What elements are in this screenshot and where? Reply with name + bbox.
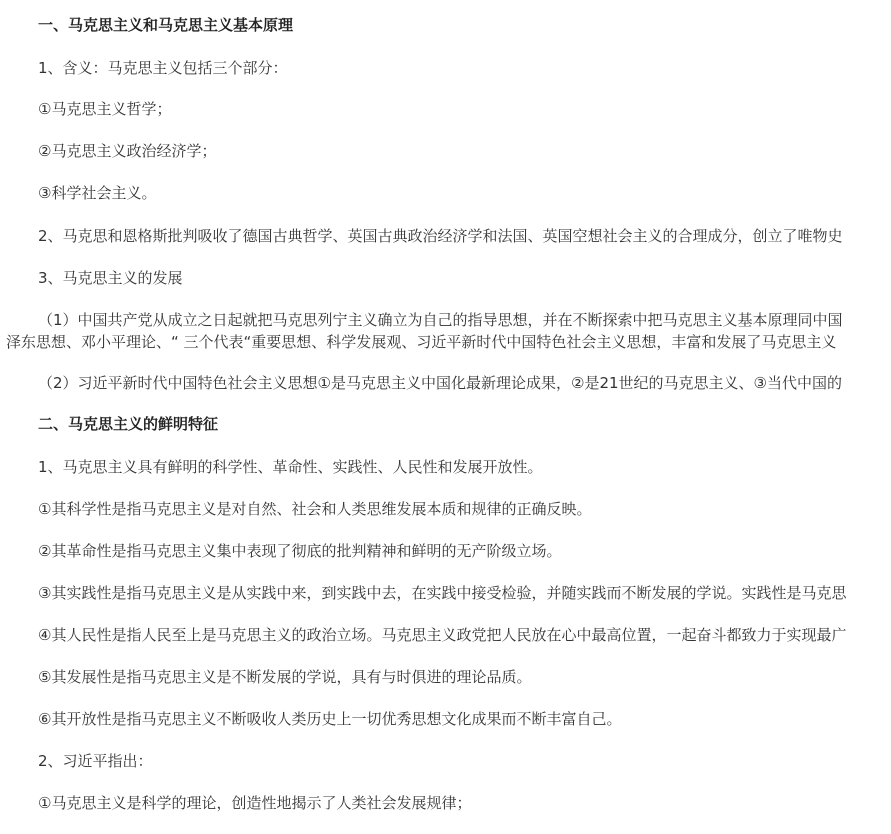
paragraph: 2、马克思和恩格斯批判吸收了德国古典哲学、英国古典政治经济学和法国、英国空想社会主义的合理成分，创立了唯物史 [38, 227, 843, 245]
paragraph: 2、习近平指出： [38, 752, 153, 770]
list-item: ②其革命性是指马克思主义集中表现了彻底的批判精神和鲜明的无产阶级立场。 [38, 542, 562, 560]
list-item: ②马克思主义政治经济学； [38, 142, 217, 160]
list-item: ③其实践性是指马克思主义是从实践中来，到实践中去，在实践中接受检验，并随实践而不断发展的学说。实践性是马克思 [38, 584, 847, 602]
list-item: ③科学社会主义。 [38, 184, 157, 202]
paragraph: （2）习近平新时代中国特色社会主义思想①是马克思主义中国化最新理论成果，②是21世纪的马克思主义、③当代中国的 [38, 374, 842, 392]
paragraph: 1、含义：马克思主义包括三个部分： [38, 59, 288, 77]
paragraph-continuation: 泽东思想、邓小平理论、“ 三个代表“重要思想、科学发展观、习近平新时代中国特色社会主义思想，丰富和发展了马克思主义 [6, 333, 837, 351]
list-item: ⑥其开放性是指马克思主义不断吸收人类历史上一切优秀思想文化成果而不断丰富自己。 [38, 710, 622, 728]
list-item: ①其科学性是指马克思主义是对自然、社会和人类思维发展本质和规律的正确反映。 [38, 500, 592, 518]
paragraph: 1、马克思主义具有鲜明的科学性、革命性、实践性、人民性和发展开放性。 [38, 458, 543, 476]
paragraph: 3、马克思主义的发展 [38, 269, 183, 287]
list-item: ⑤其发展性是指马克思主义是不断发展的学说，具有与时俱进的理论品质。 [38, 668, 532, 686]
paragraph: （1）中国共产党从成立之日起就把马克思列宁主义确立为自己的指导思想，并在不断探索中把马克思主义基本原理同中国 [38, 311, 843, 329]
list-item: ①马克思主义是科学的理论，创造性地揭示了人类社会发展规律； [38, 794, 472, 812]
section-heading-1: 一、马克思主义和马克思主义基本原理 [38, 16, 294, 34]
list-item: ①马克思主义哲学； [38, 100, 172, 118]
list-item: ④其人民性是指人民至上是马克思主义的政治立场。马克思主义政党把人民放在心中最高位置，一起奋斗都致力于实现最广 [38, 626, 847, 644]
section-heading-2: 二、马克思主义的鲜明特征 [38, 415, 219, 433]
